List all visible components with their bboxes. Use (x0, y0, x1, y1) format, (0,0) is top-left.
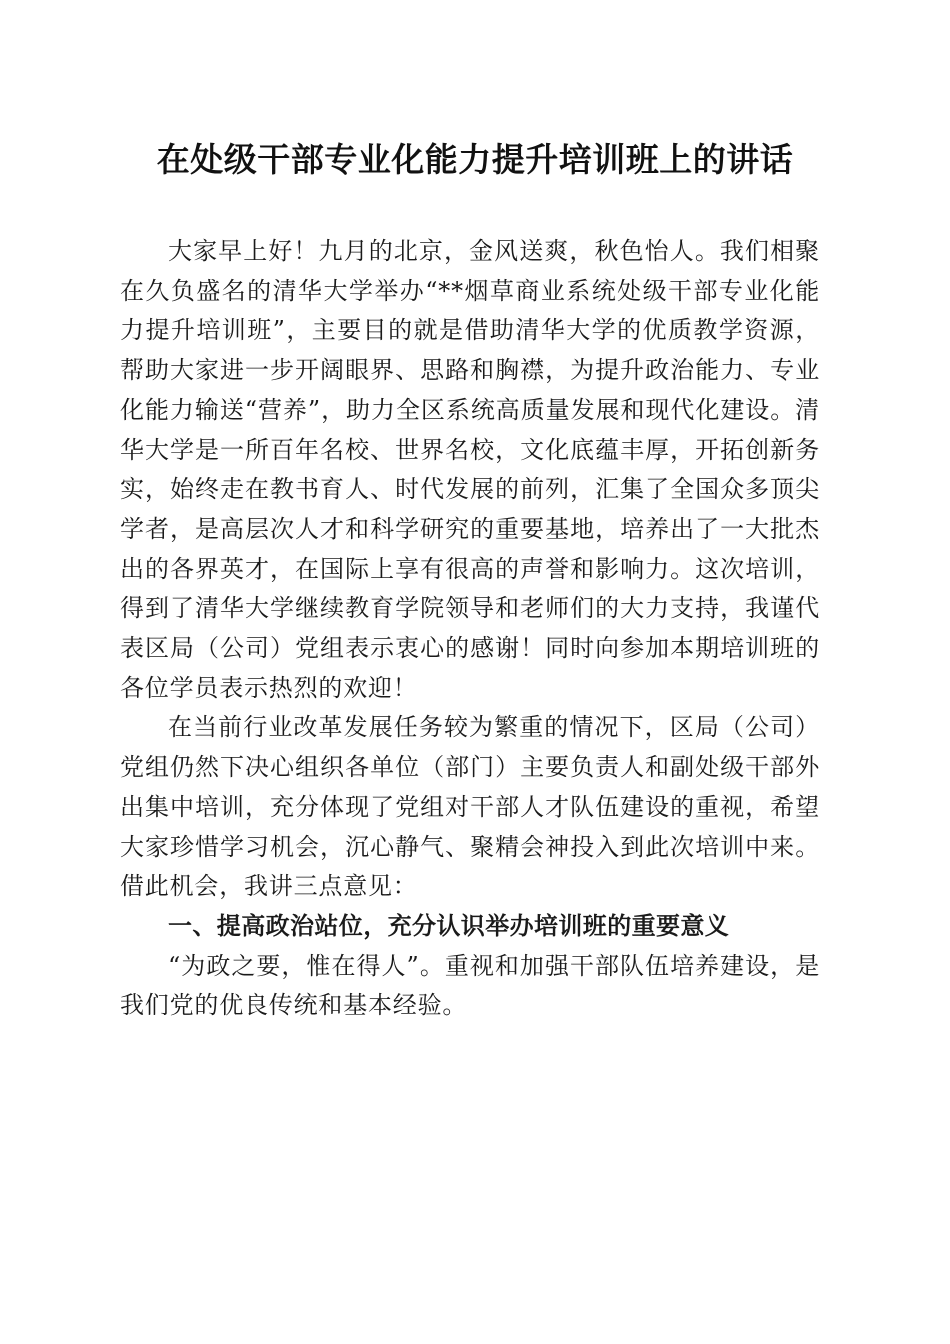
section-heading: 一、提高政治站位，充分认识举办培训班的重要意义 (168, 911, 730, 940)
paragraph: 大家早上好！九月的北京，金风送爽，秋色怡人。我们相聚在久负盛名的清华大学举办“**烟草商业系统处级干部专业化能力提升培训班”，主要目的就是借助清华大学的优质教学资源，帮助大家进一步开阔眼界、思路和胸襟，为提升政治能力、专业化能力输送“营养”，助力全区系统高质量发展和现代化建设。清华大学是一所百年名校、世界名校，文化底蕴丰厚，开拓创新务实，始终走在教书育人、时代发展的前列，汇集了全国众多顶尖学者，是高层次人才和科学研究的重要基地，培养出了一大批杰出的各界英才，在国际上享有很高的声誉和影响力。这次培训，得到了清华大学继续教育学院领导和老师们的大力支持，我谨代表区局（公司）党组表示衷心的感谢！同时向参加本期培训班的各位学员表示热烈的欢迎！ (120, 237, 820, 702)
paragraph: 在当前行业改革发展任务较为繁重的情况下，区局（公司）党组仍然下决心组织各单位（部门）主要负责人和副处级干部外出集中培训，充分体现了党组对干部人才队伍建设的重视，希望大家珍惜学习机会，沉心静气、聚精会神投入到此次培训中来。借此机会，我讲三点意见： (120, 713, 820, 901)
document-title: 在处级干部专业化能力提升培训班上的讲话 (156, 140, 794, 179)
document-body (120, 232, 820, 1026)
paragraph: “为政之要，惟在得人”。重视和加强干部队伍培养建设，是我们党的优良传统和基本经验。 (120, 951, 820, 1020)
